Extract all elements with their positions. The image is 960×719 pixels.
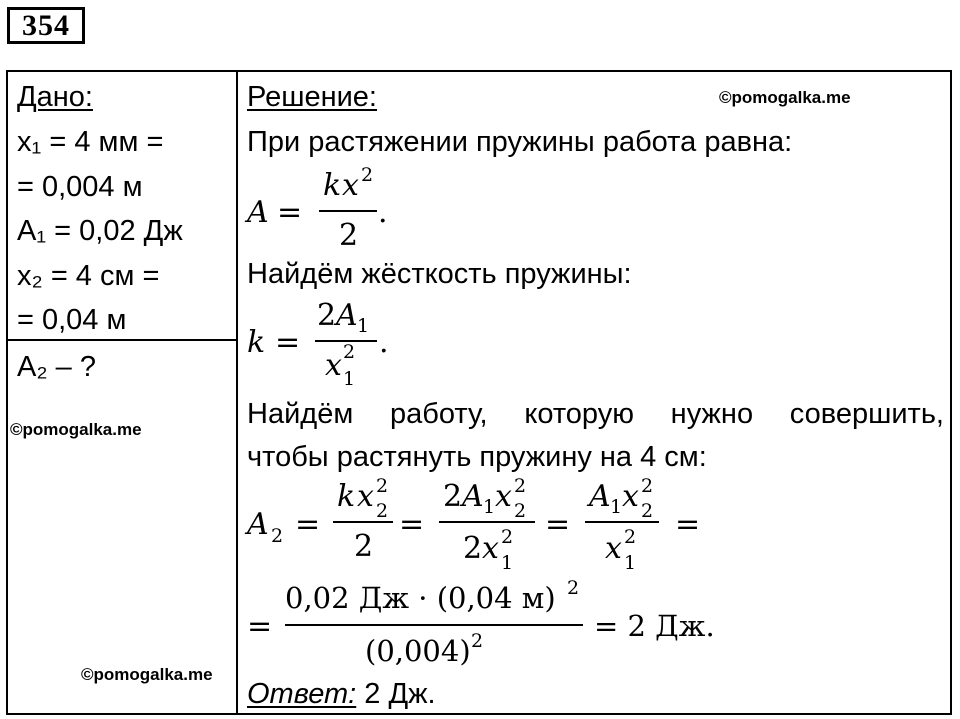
problem-number: 354 (7, 7, 85, 44)
given-find-divider (6, 339, 237, 341)
formula-symbol: 2 (361, 164, 374, 186)
formula-symbol: 2 (641, 475, 654, 497)
solution-line-work: При растяжении пружины работа равна: (247, 126, 793, 158)
formula-symbol: A (336, 298, 358, 333)
watermark: ©pomogalka.me (81, 665, 213, 684)
answer-value: 2 Дж. (364, 678, 436, 710)
given-x2-line2: = 0,04 м (17, 304, 127, 336)
formula-symbol: 1 (624, 552, 637, 574)
find-a2: A₂ – ? (17, 351, 96, 383)
formula-symbol: = (675, 507, 701, 542)
solution-line-stretch: чтобы растянуть пружину на 4 см: (247, 441, 707, 473)
formula-symbol: 1 (501, 552, 514, 574)
formula-symbol: A (247, 507, 269, 542)
formula-symbol: A (247, 195, 269, 230)
formula-symbol: 2 (339, 218, 359, 253)
formula-symbol: 2 (317, 298, 337, 333)
formula-symbol: = (295, 507, 321, 542)
formula-symbol: 2 (641, 500, 654, 522)
formula-symbol: 2 (624, 526, 637, 548)
formula-symbol: x (622, 479, 639, 514)
solution-heading: Решение: (247, 81, 377, 113)
formula-symbol: 2 (343, 341, 356, 363)
formula-symbol: (0,004) (365, 634, 471, 668)
formula-symbol: k (337, 479, 356, 514)
formula-symbol: A (462, 479, 484, 514)
formula-symbol: 2 (471, 630, 484, 652)
given-x1-line1: x₁ = 4 мм = (17, 126, 164, 158)
formula-symbol: x (342, 168, 359, 203)
formula-symbol: = (275, 325, 301, 360)
formula-symbol: = (545, 507, 571, 542)
given-heading: Дано: (17, 81, 93, 113)
formula-symbol: 2 (376, 475, 389, 497)
formula-symbol: = (399, 507, 425, 542)
formula-symbol: 2 (567, 577, 580, 599)
formula-symbol: k (247, 325, 266, 360)
solution-line-stiffness: Найдём жёсткость пружины: (247, 258, 632, 290)
formula-symbol: = 2 Дж. (594, 609, 715, 643)
numeric-formula (245, 578, 745, 670)
formula-symbol: x (495, 479, 512, 514)
column-divider (236, 70, 238, 715)
answer-label: Ответ: (247, 678, 357, 710)
formula-symbol: 2 (514, 475, 527, 497)
formula-symbol: 2 (376, 500, 389, 522)
work-formula (245, 163, 395, 255)
formula-symbol: 2 (514, 500, 527, 522)
stiffness-formula (245, 295, 395, 390)
formula-symbol: . (379, 325, 389, 360)
given-x2-line1: x₂ = 4 см = (17, 260, 160, 292)
formula-symbol: 2 (271, 525, 284, 547)
formula-symbol: 2 (463, 531, 483, 566)
a2-formula (245, 476, 715, 578)
formula-symbol: x (482, 531, 499, 566)
formula-symbol: 1 (357, 315, 370, 337)
answer-line (247, 677, 436, 711)
formula-symbol: = (277, 195, 303, 230)
formula-symbol: 2 (443, 479, 463, 514)
formula-symbol: x (325, 348, 342, 383)
formula-symbol: 2 (354, 529, 374, 564)
watermark: ©pomogalka.me (719, 88, 851, 107)
formula-symbol: 2 (501, 526, 514, 548)
formula-symbol: 1 (343, 368, 356, 390)
formula-symbol: k (323, 168, 342, 203)
formula-symbol: 0,02 Дж · (0,04 м) (285, 581, 556, 615)
formula-symbol: 1 (610, 496, 623, 518)
formula-symbol: x (357, 479, 374, 514)
given-x1-line2: = 0,004 м (17, 171, 143, 203)
formula-symbol: 1 (483, 496, 496, 518)
watermark: ©pomogalka.me (10, 420, 142, 439)
formula-symbol: . (378, 195, 388, 230)
formula-symbol: x (605, 531, 622, 566)
formula-symbol: = (247, 609, 273, 644)
given-a1: A₁ = 0,02 Дж (17, 215, 183, 247)
formula-symbol: A (589, 479, 611, 514)
solution-line-work-needed: Найдём работу, которую нужно совершить, (247, 398, 944, 430)
